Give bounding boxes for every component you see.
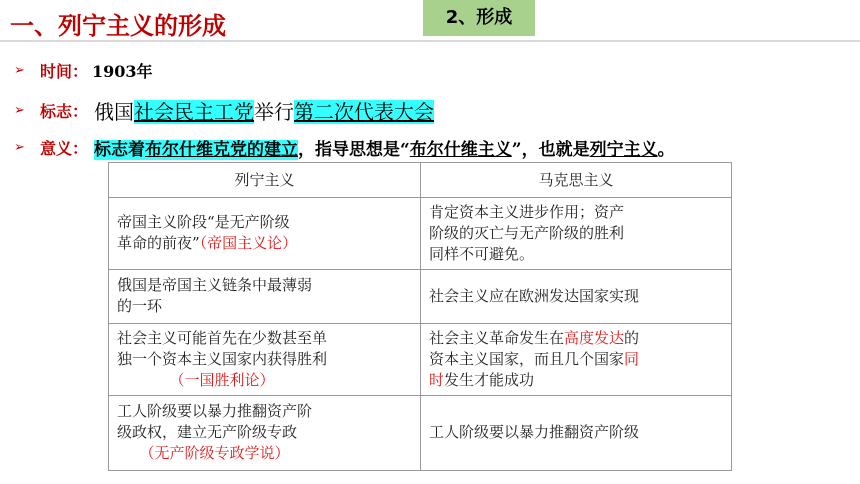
bullet-label: 时间： (40, 61, 89, 81)
underlined-leninism: 列宁主义 (589, 139, 658, 160)
highlight-developed: 高度发达 (564, 328, 625, 347)
table-cell-left (109, 395, 420, 470)
highlight-party: 社会民主工党 (134, 99, 255, 124)
highlight-text: 标志着 (94, 139, 146, 160)
underlined-bolshevism: 布尔什维主义 (409, 139, 512, 160)
cell-line: 社会主义应在欧洲发达国家实现 (429, 286, 640, 305)
bullet-value (94, 96, 434, 125)
text-segment: 发生才能成功 (444, 370, 535, 389)
bullet-marker (14, 96, 434, 124)
cell-line: 革命的前夜” (117, 234, 200, 252)
arrow-bullet-icon: ➢ (14, 102, 25, 118)
table-cell-right (421, 197, 731, 269)
table-cell-right (421, 395, 731, 470)
bullet-time (14, 58, 153, 82)
text-segment: 的 (624, 328, 640, 347)
bullet-label: 意义： (40, 138, 89, 158)
bullet-value: 1903年 (92, 61, 153, 81)
bullet-value (94, 135, 675, 160)
text-segment: ”，也就是 (511, 139, 590, 160)
page-title: 一、列宁主义的形成 (10, 12, 226, 40)
table-cell-left (109, 269, 420, 323)
cell-line: 工人阶级要以暴力推翻资产阶级 (429, 423, 640, 441)
highlight-simultaneous-1: 同 (624, 349, 640, 368)
cell-line: 阶级的灭亡与无产阶级的胜利 (429, 223, 625, 242)
cell-line: 级政权，建立无产阶级专政 (117, 423, 298, 441)
cell-line: 社会主义可能首先在少数甚至单 (117, 328, 328, 347)
table-header-leninism: 列宁主义 (234, 170, 295, 189)
text-segment: 资本主义国家，而且几个国家 (429, 349, 625, 368)
cell-line: 工人阶级要以暴力推翻资产阶 (117, 402, 313, 420)
arrow-bullet-icon: ➢ (14, 139, 25, 155)
arrow-bullet-icon: ➢ (14, 62, 25, 78)
cell-line: 同样不可避免。 (429, 244, 535, 263)
text-segment: ，指导思想是“ (298, 139, 410, 160)
cell-line: 帝国主义阶段“是无产阶级 (117, 213, 290, 231)
text-segment: 社会主义革命发生在 (429, 328, 565, 347)
bullet-label: 标志： (40, 101, 89, 121)
cell-line: 独一个资本主义国家内获得胜利 (117, 349, 328, 368)
cell-line: 俄国是帝国主义链条中最薄弱 (117, 276, 313, 294)
cell-note: （一国胜利论） (169, 370, 275, 389)
table-cell-left (109, 323, 420, 395)
comparison-table (108, 162, 732, 471)
table-cell-right (421, 269, 731, 323)
text-segment: 举行 (254, 99, 295, 124)
cell-line: 的一环 (117, 297, 163, 315)
table-header-marxism: 马克思主义 (538, 170, 614, 189)
title-divider (0, 40, 860, 42)
highlight-bolshevik-party: 布尔什维克党的建立 (145, 139, 299, 160)
highlight-congress: 第二次代表大会 (294, 99, 435, 124)
highlight-simultaneous-2: 时 (429, 370, 445, 389)
text-segment: 。 (657, 139, 675, 160)
cell-note: （无产阶级专政学说） (139, 444, 290, 462)
table-cell-left (109, 197, 420, 269)
cell-note: （帝国主义论） (199, 234, 298, 252)
cell-line: 肯定资本主义进步作用；资产 (429, 202, 625, 221)
text-segment: 俄国 (94, 99, 135, 124)
section-badge: 2、形成 (423, 0, 535, 36)
table-cell-right (421, 323, 731, 395)
bullet-significance (14, 134, 675, 160)
